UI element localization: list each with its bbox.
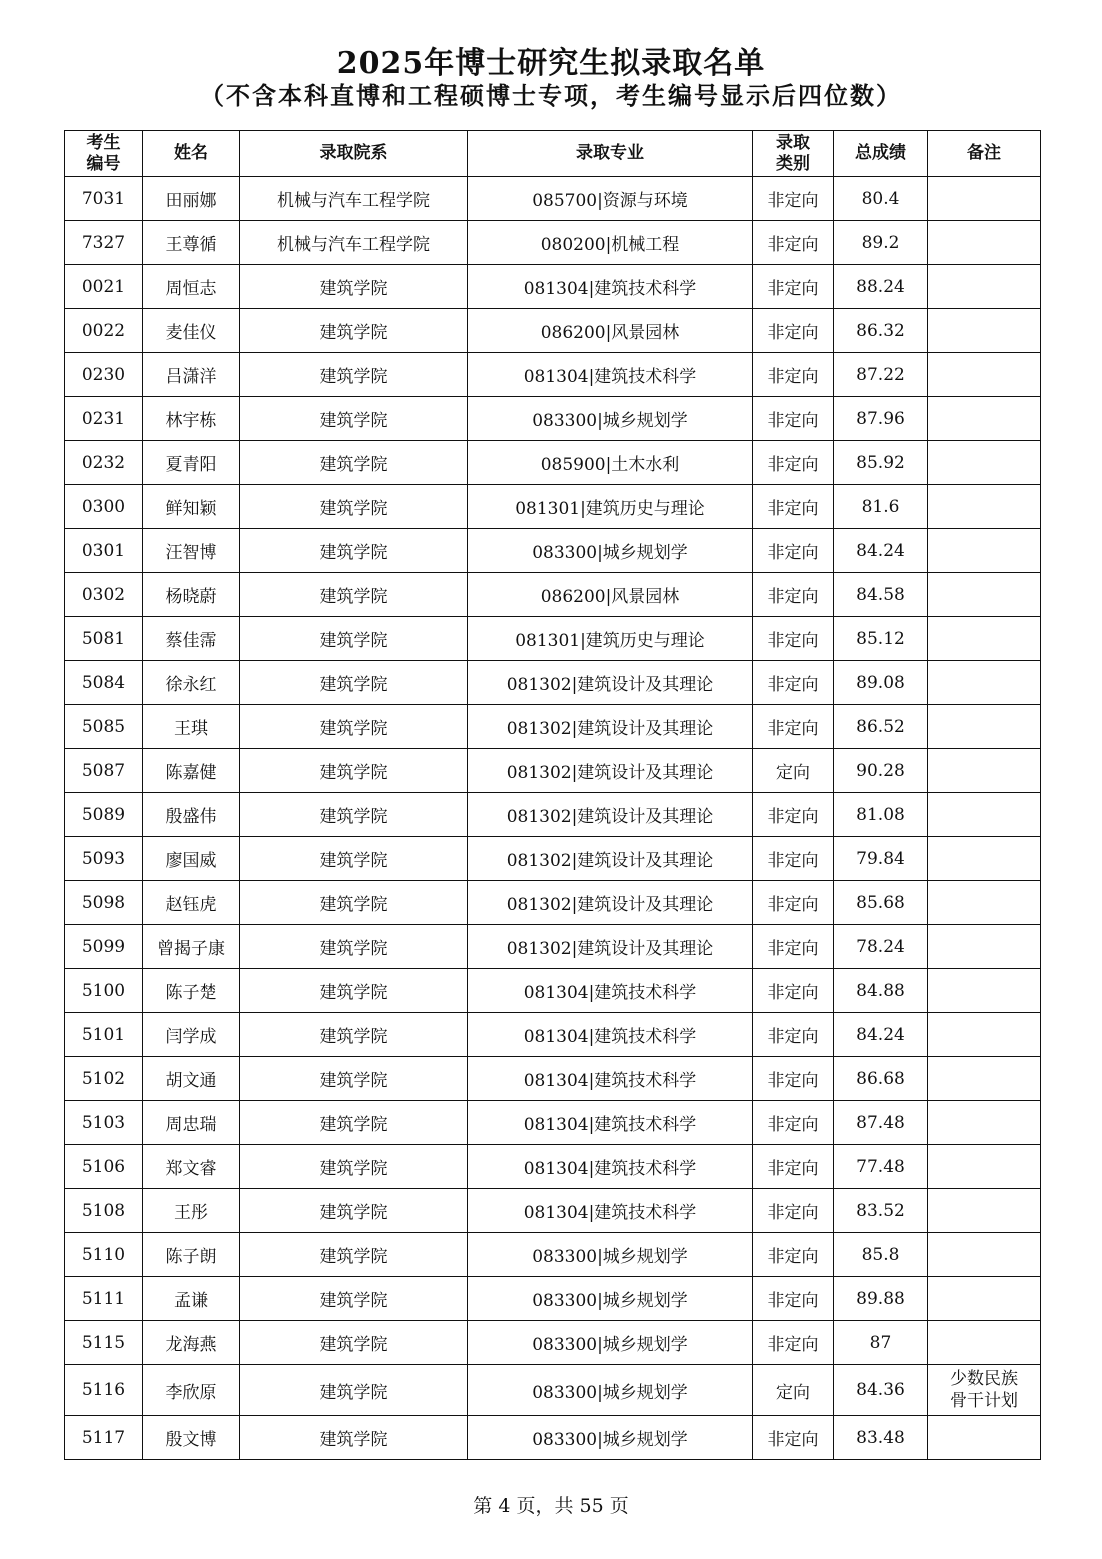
cell-major: 081302|建筑设计及其理论 [468,661,753,705]
header-total-score: 总成绩 [834,131,928,177]
table-row [65,1365,1041,1416]
cell-name: 郑文睿 [143,1145,240,1189]
cell-candidate-id: 5098 [65,881,143,925]
cell-department: 建筑学院 [240,441,468,485]
cell-admission-type: 非定向 [753,441,834,485]
cell-department: 建筑学院 [240,529,468,573]
cell-candidate-id: 0232 [65,441,143,485]
cell-remarks [928,617,1041,661]
table-row [65,617,1041,661]
cell-name: 廖国威 [143,837,240,881]
cell-name: 夏青阳 [143,441,240,485]
table-row [65,925,1041,969]
cell-department: 建筑学院 [240,881,468,925]
cell-candidate-id: 7031 [65,177,143,221]
cell-department: 建筑学院 [240,265,468,309]
cell-admission-type: 定向 [753,749,834,793]
page-title: 2025年博士研究生拟录取名单 [336,46,766,81]
cell-candidate-id: 5110 [65,1233,143,1277]
cell-candidate-id: 5106 [65,1145,143,1189]
cell-total-score: 86.68 [834,1057,928,1101]
header-remarks: 备注 [928,131,1041,177]
cell-major: 081304|建筑技术科学 [468,353,753,397]
cell-total-score: 87.96 [834,397,928,441]
cell-name: 周恒志 [143,265,240,309]
table-row [65,309,1041,353]
cell-name: 陈嘉健 [143,749,240,793]
table-row [65,1189,1041,1233]
cell-admission-type: 非定向 [753,1057,834,1101]
cell-remarks [928,1416,1041,1460]
cell-department: 建筑学院 [240,793,468,837]
cell-name: 曾揭子康 [143,925,240,969]
table-row [65,1013,1041,1057]
cell-department: 建筑学院 [240,925,468,969]
cell-remarks [928,177,1041,221]
cell-total-score: 88.24 [834,265,928,309]
cell-name: 龙海燕 [143,1321,240,1365]
table-row [65,749,1041,793]
cell-candidate-id: 0302 [65,573,143,617]
cell-admission-type: 非定向 [753,309,834,353]
cell-major: 081302|建筑设计及其理论 [468,793,753,837]
table-row [65,353,1041,397]
cell-department: 建筑学院 [240,1189,468,1233]
table-row [65,1145,1041,1189]
cell-total-score: 84.36 [834,1365,928,1416]
cell-remarks [928,529,1041,573]
cell-major: 081304|建筑技术科学 [468,1101,753,1145]
cell-remarks [928,309,1041,353]
table-row [65,1277,1041,1321]
cell-admission-type: 非定向 [753,837,834,881]
page-subtitle: （不含本科直博和工程硕博士专项，考生编号显示后四位数） [200,81,902,110]
cell-candidate-id: 0021 [65,265,143,309]
table-row [65,1416,1041,1460]
cell-remarks [928,1101,1041,1145]
table-row [65,1101,1041,1145]
cell-admission-type: 非定向 [753,1277,834,1321]
cell-name: 闫学成 [143,1013,240,1057]
cell-remarks [928,1233,1041,1277]
cell-remarks [928,573,1041,617]
cell-major: 081302|建筑设计及其理论 [468,925,753,969]
table-header-row [65,131,1041,177]
cell-admission-type: 非定向 [753,397,834,441]
cell-name: 陈子朗 [143,1233,240,1277]
cell-major: 086200|风景园林 [468,309,753,353]
cell-department: 建筑学院 [240,705,468,749]
table-row [65,1233,1041,1277]
table-row [65,793,1041,837]
cell-major: 081302|建筑设计及其理论 [468,881,753,925]
cell-department: 建筑学院 [240,1145,468,1189]
table-row [65,529,1041,573]
cell-major: 081304|建筑技术科学 [468,969,753,1013]
cell-admission-type: 非定向 [753,1013,834,1057]
cell-remarks [928,397,1041,441]
cell-name: 蔡佳霈 [143,617,240,661]
cell-department: 建筑学院 [240,485,468,529]
cell-admission-type: 非定向 [753,1189,834,1233]
cell-major: 083300|城乡规划学 [468,1233,753,1277]
table-row [65,485,1041,529]
cell-remarks [928,1277,1041,1321]
cell-department: 建筑学院 [240,309,468,353]
cell-admission-type: 非定向 [753,1233,834,1277]
table-row [65,265,1041,309]
cell-candidate-id: 5116 [65,1365,143,1416]
cell-admission-type: 非定向 [753,661,834,705]
cell-candidate-id: 5117 [65,1416,143,1460]
cell-major: 081304|建筑技术科学 [468,265,753,309]
cell-total-score: 89.2 [834,221,928,265]
cell-remarks [928,1189,1041,1233]
cell-major: 080200|机械工程 [468,221,753,265]
cell-remarks [928,1057,1041,1101]
table-row [65,969,1041,1013]
cell-candidate-id: 5100 [65,969,143,1013]
cell-name: 王尊循 [143,221,240,265]
cell-department: 建筑学院 [240,1101,468,1145]
cell-candidate-id: 5084 [65,661,143,705]
cell-admission-type: 非定向 [753,177,834,221]
cell-remarks [928,1321,1041,1365]
cell-department: 建筑学院 [240,573,468,617]
cell-total-score: 81.6 [834,485,928,529]
cell-name: 王彤 [143,1189,240,1233]
cell-major: 081304|建筑技术科学 [468,1189,753,1233]
cell-department: 建筑学院 [240,1013,468,1057]
cell-candidate-id: 5115 [65,1321,143,1365]
cell-candidate-id: 5081 [65,617,143,661]
cell-admission-type: 非定向 [753,1101,834,1145]
cell-admission-type: 非定向 [753,573,834,617]
cell-remarks [928,1145,1041,1189]
cell-total-score: 83.48 [834,1416,928,1460]
cell-name: 吕潇洋 [143,353,240,397]
cell-remarks: 少数民族 骨干计划 [928,1365,1041,1416]
cell-total-score: 85.8 [834,1233,928,1277]
cell-admission-type: 非定向 [753,705,834,749]
cell-candidate-id: 0301 [65,529,143,573]
cell-name: 陈子楚 [143,969,240,1013]
cell-candidate-id: 5103 [65,1101,143,1145]
cell-remarks [928,969,1041,1013]
cell-total-score: 83.52 [834,1189,928,1233]
table-row [65,1057,1041,1101]
cell-candidate-id: 5087 [65,749,143,793]
cell-name: 田丽娜 [143,177,240,221]
cell-total-score: 85.68 [834,881,928,925]
cell-major: 081302|建筑设计及其理论 [468,837,753,881]
cell-candidate-id: 5089 [65,793,143,837]
cell-major: 086200|风景园林 [468,573,753,617]
cell-candidate-id: 5108 [65,1189,143,1233]
cell-total-score: 86.52 [834,705,928,749]
cell-total-score: 77.48 [834,1145,928,1189]
cell-remarks [928,221,1041,265]
cell-total-score: 79.84 [834,837,928,881]
cell-admission-type: 非定向 [753,529,834,573]
header-major: 录取专业 [468,131,753,177]
cell-major: 083300|城乡规划学 [468,1321,753,1365]
cell-major: 081302|建筑设计及其理论 [468,749,753,793]
cell-remarks [928,837,1041,881]
table-row [65,573,1041,617]
cell-total-score: 89.88 [834,1277,928,1321]
cell-candidate-id: 0231 [65,397,143,441]
cell-major: 085900|土木水利 [468,441,753,485]
cell-candidate-id: 5111 [65,1277,143,1321]
cell-admission-type: 非定向 [753,617,834,661]
cell-department: 建筑学院 [240,617,468,661]
admission-table [64,130,1041,1460]
cell-total-score: 84.24 [834,529,928,573]
cell-candidate-id: 0300 [65,485,143,529]
table-row [65,837,1041,881]
cell-admission-type: 非定向 [753,221,834,265]
cell-name: 孟谦 [143,1277,240,1321]
cell-department: 建筑学院 [240,1057,468,1101]
cell-candidate-id: 5093 [65,837,143,881]
cell-total-score: 78.24 [834,925,928,969]
cell-admission-type: 非定向 [753,353,834,397]
cell-major: 083300|城乡规划学 [468,1416,753,1460]
table-row [65,441,1041,485]
cell-department: 建筑学院 [240,1365,468,1416]
cell-name: 周忠瑞 [143,1101,240,1145]
cell-total-score: 90.28 [834,749,928,793]
cell-total-score: 85.92 [834,441,928,485]
cell-remarks [928,1013,1041,1057]
cell-candidate-id: 5101 [65,1013,143,1057]
cell-total-score: 84.58 [834,573,928,617]
cell-total-score: 87.22 [834,353,928,397]
cell-admission-type: 非定向 [753,881,834,925]
cell-total-score: 86.32 [834,309,928,353]
table-row [65,177,1041,221]
cell-name: 汪智博 [143,529,240,573]
cell-name: 徐永红 [143,661,240,705]
cell-name: 殷文博 [143,1416,240,1460]
cell-department: 建筑学院 [240,749,468,793]
table-row [65,881,1041,925]
table-row [65,661,1041,705]
cell-department: 建筑学院 [240,837,468,881]
cell-remarks [928,485,1041,529]
cell-admission-type: 非定向 [753,925,834,969]
header-admission-type: 录取 类别 [753,131,834,177]
cell-candidate-id: 5102 [65,1057,143,1101]
header-department: 录取院系 [240,131,468,177]
cell-name: 杨晓蔚 [143,573,240,617]
table-row [65,1321,1041,1365]
cell-admission-type: 非定向 [753,485,834,529]
header-name: 姓名 [143,131,240,177]
page-footer: 第 4 页，共 55 页 [473,1495,629,1517]
cell-remarks [928,749,1041,793]
cell-admission-type: 非定向 [753,1416,834,1460]
cell-department: 建筑学院 [240,969,468,1013]
cell-name: 麦佳仪 [143,309,240,353]
cell-total-score: 87 [834,1321,928,1365]
cell-name: 李欣原 [143,1365,240,1416]
cell-department: 建筑学院 [240,1233,468,1277]
cell-name: 鲜知颖 [143,485,240,529]
table-row [65,221,1041,265]
cell-major: 081304|建筑技术科学 [468,1145,753,1189]
cell-department: 建筑学院 [240,353,468,397]
cell-name: 林宇栋 [143,397,240,441]
cell-department: 建筑学院 [240,1416,468,1460]
cell-major: 085700|资源与环境 [468,177,753,221]
cell-name: 殷盛伟 [143,793,240,837]
cell-admission-type: 非定向 [753,1321,834,1365]
table-row [65,397,1041,441]
cell-major: 081304|建筑技术科学 [468,1057,753,1101]
cell-admission-type: 非定向 [753,969,834,1013]
cell-major: 081301|建筑历史与理论 [468,485,753,529]
cell-department: 建筑学院 [240,397,468,441]
cell-total-score: 87.48 [834,1101,928,1145]
cell-major: 081301|建筑历史与理论 [468,617,753,661]
cell-remarks [928,925,1041,969]
cell-candidate-id: 7327 [65,221,143,265]
cell-major: 083300|城乡规划学 [468,397,753,441]
cell-candidate-id: 0230 [65,353,143,397]
cell-remarks [928,661,1041,705]
cell-total-score: 84.24 [834,1013,928,1057]
cell-major: 083300|城乡规划学 [468,529,753,573]
table-row [65,705,1041,749]
cell-admission-type: 非定向 [753,1145,834,1189]
cell-total-score: 81.08 [834,793,928,837]
cell-remarks [928,705,1041,749]
cell-total-score: 84.88 [834,969,928,1013]
cell-admission-type: 非定向 [753,265,834,309]
cell-total-score: 85.12 [834,617,928,661]
cell-total-score: 89.08 [834,661,928,705]
header-candidate-id: 考生 编号 [65,131,143,177]
cell-candidate-id: 5085 [65,705,143,749]
cell-name: 赵钰虎 [143,881,240,925]
cell-admission-type: 非定向 [753,793,834,837]
cell-department: 机械与汽车工程学院 [240,177,468,221]
cell-department: 建筑学院 [240,661,468,705]
cell-admission-type: 定向 [753,1365,834,1416]
cell-candidate-id: 0022 [65,309,143,353]
cell-remarks [928,793,1041,837]
cell-major: 083300|城乡规划学 [468,1277,753,1321]
cell-remarks [928,265,1041,309]
cell-name: 王琪 [143,705,240,749]
cell-major: 081302|建筑设计及其理论 [468,705,753,749]
cell-candidate-id: 5099 [65,925,143,969]
cell-total-score: 80.4 [834,177,928,221]
cell-remarks [928,441,1041,485]
cell-name: 胡文通 [143,1057,240,1101]
cell-remarks [928,881,1041,925]
cell-department: 建筑学院 [240,1321,468,1365]
cell-remarks [928,353,1041,397]
cell-department: 机械与汽车工程学院 [240,221,468,265]
cell-department: 建筑学院 [240,1277,468,1321]
cell-major: 081304|建筑技术科学 [468,1013,753,1057]
cell-major: 083300|城乡规划学 [468,1365,753,1416]
